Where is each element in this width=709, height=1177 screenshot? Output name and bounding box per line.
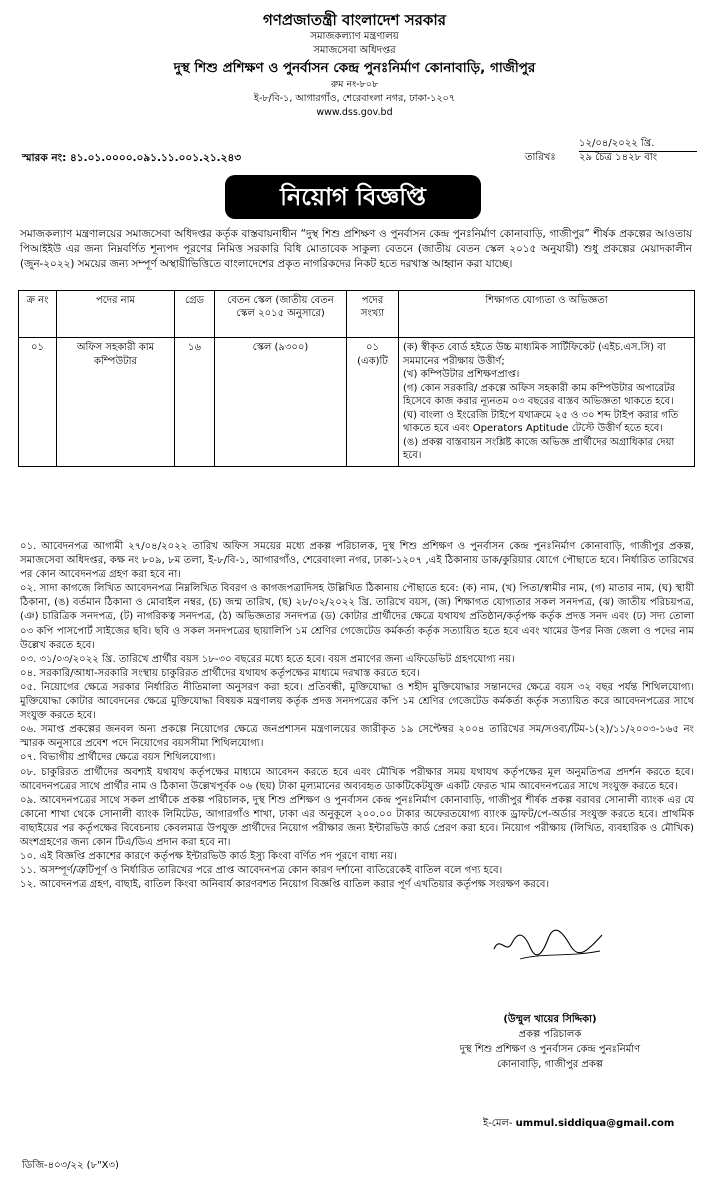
condition-item: ০৬. সমাপ্ত প্রকল্পের জনবল অন্য প্রকল্পে নিয়োগের ক্ষেত্রে জনপ্রশাসন মন্ত্রণালয়ের জারীকৃত ১৯ সেপ্টেম্বর ২০০৪ তারিখের সম/সওব্য/টিম-১(২)/১১/২০০৩-১৬৫ নং স্মারক অনুসারে প্রবেশ পদে নিয়োগের বয়সসীমা শিথিলযোগ্য। xyxy=(20,724,694,750)
office-address: ই-৮/বি-১, আগারগাঁও, শেরেবাংলা নগর, ঢাকা-১২০৭ xyxy=(254,93,455,104)
dg-code: ডিজি-৪০৩/২২ (৮"X৩) xyxy=(22,1160,119,1171)
condition-item: ০৮. চাকুরিরত প্রার্থীদের অবশ্যই যথাযথ কর্তৃপক্ষের মাধ্যমে আবেদন করতে হবে এবং মৌখিক পরীক্ষার সময় যথাযথ কর্তৃপক্ষের মূল অনুমতিপত্র প্রদর্শন করতে হবে। আবেদনপত্রের সাথে প্রার্থীর নাম ও ঠিকানা উল্লেখপূর্বক ০৬ (ছয়) টাকা মূল্যমানের অব্যবহৃত ডাকটিকেটযুক্ত একটি ফেরত খাম আবেদনপত্রের সাথে সংযুক্ত করতে হবে। xyxy=(20,766,694,792)
table-row xyxy=(19,338,695,467)
website-link[interactable]: www.dss.gov.bd xyxy=(316,107,393,118)
signatory-project-line1: দুস্থ শিশু প্রশিক্ষণ ও পুনর্বাসন কেন্দ্র পুনঃনির্মাণ xyxy=(459,1044,641,1055)
condition-item: ০১. আবেদনপত্র আগামী ২৭/০৪/২০২২ তারিখ অফিস সময়ের মধ্যে প্রকল্প পরিচালক, দুস্থ শিশু প্রশিক্ষণ ও পুনর্বাসন কেন্দ্র পুনঃনির্মাণ কোনাবাড়ি, গাজীপুর প্রকল্প, সমাজসেবা অধিদপ্তর, কক্ষ নং ৮০৯, ৮ম তলা, ই-৮/বি-১, আগারগাঁও, শেরেবাংলা নগর, ঢাকা-১২০৭ ,এই ঠিকানায় ডাক/কুরিয়ার যোগে পৌছাতে হবে। নির্ধারিত তারিখের পর কোন আবেদনপত্র গ্রহণ করা হবে না। xyxy=(20,541,694,581)
notice-title-banner: নিয়োগ বিজ্ঞপ্তি xyxy=(225,175,481,219)
date-label: তারিখঃ xyxy=(525,152,556,163)
condition-item: ০৩. ৩১/০৩/২০২২ খ্রি. তারিখে প্রার্থীর বয়স ১৮-৩০ বছরের মধ্যে হতে হবে। বয়স প্রমাণের জন্য এফিডেভিট গ্রহণযোগ্য নয়। xyxy=(20,653,515,665)
cell-post: অফিস সহকারী কাম কম্পিউটার xyxy=(57,338,175,467)
signature-block xyxy=(420,1012,680,1072)
table-header-row xyxy=(19,291,695,338)
condition-item: ১২. আবেদনপত্র গ্রহণ, বাছাই, বাতিল কিংবা অনিবার্য কারণবশত নিয়োগ বিজ্ঞপ্তি বাতিল করার পূর্ণ এখতিয়ার কর্তৃপক্ষ সংরক্ষণ করবে। xyxy=(20,879,550,891)
govt-title: গণপ্রজাতন্ত্রী বাংলাদেশ সরকার xyxy=(263,11,446,29)
letterhead xyxy=(0,10,709,120)
qualification-item: (খ) কম্পিউটার প্রশিক্ষণপ্রাপ্ত। xyxy=(403,369,520,380)
condition-item: ০৭. বিভাগীয় প্রার্থীদের ক্ষেত্রে বয়স শিথিলযোগ্য। xyxy=(20,752,216,764)
header-qualification: শিক্ষাগত যোগ্যতা ও অভিজ্ঞতা xyxy=(399,291,695,338)
cell-qualifications xyxy=(399,338,695,467)
date-gregorian: ১২/০৪/২০২২ খ্রি. xyxy=(579,138,655,149)
qualification-item: (ঘ) বাংলা ও ইংরেজি টাইপে যথাক্রমে ২৫ ও ৩০ শব্দ টাইপ করার গতি থাকতে হবে এবং Operators Aptitude টেস্টে উত্তীর্ণ হতে হবে। xyxy=(403,409,679,434)
condition-item: ১১. অসম্পূর্ণ/ত্রুটিপূর্ণ ও নির্ধারিত তারিখের পরে প্রাপ্ত আবেদনপত্র কোন কারণ দর্শানো ব্যতিরেকেই বাতিল বলে গণ্য হবে। xyxy=(20,865,503,877)
header-count: পদের সংখ্যা xyxy=(347,291,399,338)
memo-number: স্মারক নং: ৪১.০১.০০০০.০৯১.১১.০০১.২১.২৪৩ xyxy=(22,152,242,164)
qualification-item: (ক) স্বীকৃত বোর্ড হইতে উচ্চ মাধ্যমিক সার্টিফিকেট (এইচ.এস.সি) বা সমমানের পরীক্ষায় উত্তীর্ণ; xyxy=(403,342,666,367)
project-name: দুস্থ শিশু প্রশিক্ষণ ও পুনর্বাসন কেন্দ্র পুনঃনির্মাণ কোনাবাড়ি, গাজীপুর xyxy=(173,60,536,76)
date-divider xyxy=(579,151,697,152)
department-name: সমাজসেবা অধিদপ্তর xyxy=(313,45,396,56)
cell-count: ০১ (এক)টি xyxy=(347,338,399,467)
condition-item: ০৫. নিয়োগের ক্ষেত্রে সরকার নির্ধারিত নীতিমালা অনুসরণ করা হবে। প্রতিবন্ধী, মুক্তিযোদ্ধা ও শহীদ মুক্তিযোদ্ধার সন্তানদের ক্ষেত্রে বয়স ৩২ বছর পর্যন্ত শিথিলযোগ্য। মুক্তিযোদ্ধা কোটার আবেদনের ক্ষেত্রে মুক্তিযোদ্ধা বিষয়ক মন্ত্রণালয় কর্তৃক প্রদত্ত সনদপত্রের কপি ১ম শ্রেণির গেজেটেড কর্মকর্তা কর্তৃক সত্যায়িত করে আবেদনপত্রের সাথে সংযুক্ত করতে হবে। xyxy=(20,681,694,722)
header-grade: গ্রেড xyxy=(175,291,215,338)
conditions-list xyxy=(20,540,694,892)
intro-paragraph: সমাজকল্যাণ মন্ত্রণালয়ের সমাজসেবা অধিদপ্তর কর্তৃক বাস্তবায়নাধীন “দুস্থ শিশু প্রশিক্ষণ ও পুনর্বাসন কেন্দ্র পুনঃনির্মাণ কোনাবাড়ি, গাজীপুর” শীর্ষক প্রকল্পের আওতায় পিআইইউ এর জন্য নিম্নবর্ণিত শূন্যপদ পূরণের নিমিত্ত সরকারি বিধি মোতাবেক সাকুল্য বেতনে (জাতীয় বেতন স্কেল ২০১৫ অনুযায়ী) শুধু প্রকল্পের মেয়াদকালীন (জুন-২০২২) সময়ের জন্য সম্পূর্ণ অস্থায়ীভিত্তিতে বাংলাদেশের প্রকৃত নাগরিকদের নিকট হতে দরখাস্ত আহ্বান করা যাচ্ছে। xyxy=(20,228,692,270)
condition-item: ০৯. আবেদনপত্রের সাথে সকল প্রার্থীকে প্রকল্প পরিচালক, দুস্থ শিশু প্রশিক্ষণ ও পুনর্বাসন কেন্দ্র পুনঃনির্মাণ কোনাবাড়ি, গাজীপুর শীর্ষক প্রকল্প বরাবর সোনালী ব্যাংক এর যে কোনো শাখা থেকে সোনালী ব্যাংক লিমিটেড, আগারগাঁও শাখা, ঢাকা এর অনুকূলে ২০০.০০ টাকার অফেরতযোগ্য ব্যাংক ড্রাফট/পে-অর্ডার সংযুক্ত করতে হবে। প্রাথমিক বাছাইয়ের পর কর্তৃপক্ষের বিবেচনায় কেবলমাত্র উপযুক্ত প্রার্থীদের নিয়োগ পরীক্ষার জন্য ইন্টারভিউ কার্ড প্রেরণ করা হবে। নিয়োগ পরীক্ষায় (লিখিত, ব্যবহারিক ও মৌখিক) অংশগ্রহণের জন্য কোন টিএ/ডিএ প্রদান করা হবে না। xyxy=(20,794,694,848)
condition-item: ০২. সাদা কাগজে লিখিত আবেদনপত্র নিম্নলিখিত বিবরণ ও কাগজপত্রাদিসহ উল্লিখিত ঠিকানায় পৌছাতে হবে: (ক) নাম, (খ) পিতা/স্বামীর নাম, (গ) মাতার নাম, (ঘ) স্থায়ী ঠিকানা, (ঙ) বর্তমান ঠিকানা ও মোবাইল নম্বর, (চ) জন্ম তারিখ, (ছ) ২৮/০২/২০২২ খ্রি. তারিখে বয়স, (জ) শিক্ষাগত যোগ্যতার সকল সনদপত্র, (ঝ) জাতীয় পরিচয়পত্র, (ঞ) চারিত্রিক সনদপত্র, (ট) নাগরিকত্ব সনদপত্র, (ঠ) অভিজ্ঞতার সনদপত্র (ড) কোটার প্রার্থীদের ক্ষেত্রে যথাযথ প্রতিষ্ঠান/কর্তৃপক্ষ কর্তৃক প্রদত্ত সনদ এবং (ঢ) সদ্য তোলা ০৩ কপি পাসপোর্ট সাইজের ছবি। ছবি ও সকল সনদপত্রের ছায়ালিপি ১ম শ্রেণির গেজেটেড কর্মকর্তা কর্তৃক সত্যায়িত হতে হবে এবং খামের উপর নিজ জেলা ও পদের নাম উল্লেখ করতে হবে। xyxy=(20,583,694,651)
cell-grade: ১৬ xyxy=(175,338,215,467)
handwritten-signature xyxy=(490,925,610,965)
cell-scale: স্কেল (৯৩০০) xyxy=(215,338,347,467)
cell-serial: ০১ xyxy=(19,338,57,467)
header-post: পদের নাম xyxy=(57,291,175,338)
qualification-item: (ঙ) প্রকল্প বাস্তবায়ন সংশ্লিষ্ট কাজে অভিজ্ঞ প্রার্থীদের অগ্রাধিকার দেয়া হবে। xyxy=(403,436,675,461)
vacancy-table xyxy=(18,290,695,467)
condition-item: ০৪. সরকারি/আধা-সরকারি সংস্থায় চাকুরিরত প্রার্থীদের যথাযথ কর্তৃপক্ষের মাধ্যমে দরখাস্ত করতে হবে। xyxy=(20,667,420,679)
ministry-name: সমাজকল্যাণ মন্ত্রণালয় xyxy=(310,31,399,42)
signatory-designation: প্রকল্প পরিচালক xyxy=(518,1029,582,1040)
header-scale: বেতন স্কেল (জাতীয় বেতন স্কেল ২০১৫ অনুসারে) xyxy=(215,291,347,338)
email-link[interactable]: ummul.siddiqua@gmail.com xyxy=(515,1118,675,1129)
email-label: ই-মেল- xyxy=(483,1118,513,1129)
room-number: রুম নং-৮০৮ xyxy=(330,79,379,90)
date-bangla: ২৯ চৈত্র ১৪২৮ বাং xyxy=(579,152,658,163)
email-line xyxy=(483,1116,674,1133)
header-serial: ক্র নং xyxy=(19,291,57,338)
condition-item: ১০. এই বিজ্ঞপ্তি প্রকাশের কারণে কর্তৃপক্ষ ইন্টারভিউ কার্ড ইস্যু কিংবা বর্ণিত পদ পূরণে বাধ্য নয়। xyxy=(20,851,397,863)
signatory-name: (উম্মুল খায়ের সিদ্দিকা) xyxy=(503,1014,597,1025)
qualification-item: (গ) কোন সরকারি/ প্রকল্পে অফিস সহকারী কাম কম্পিউটার অপারেটর হিসেবে কাজ করার ন্যূনতম ০৩ বছরের বাস্তব অভিজ্ঞতা থাকতে হবে। xyxy=(403,382,675,407)
signatory-project-line2: কোনাবাড়ি, গাজীপুর প্রকল্প xyxy=(497,1059,603,1070)
